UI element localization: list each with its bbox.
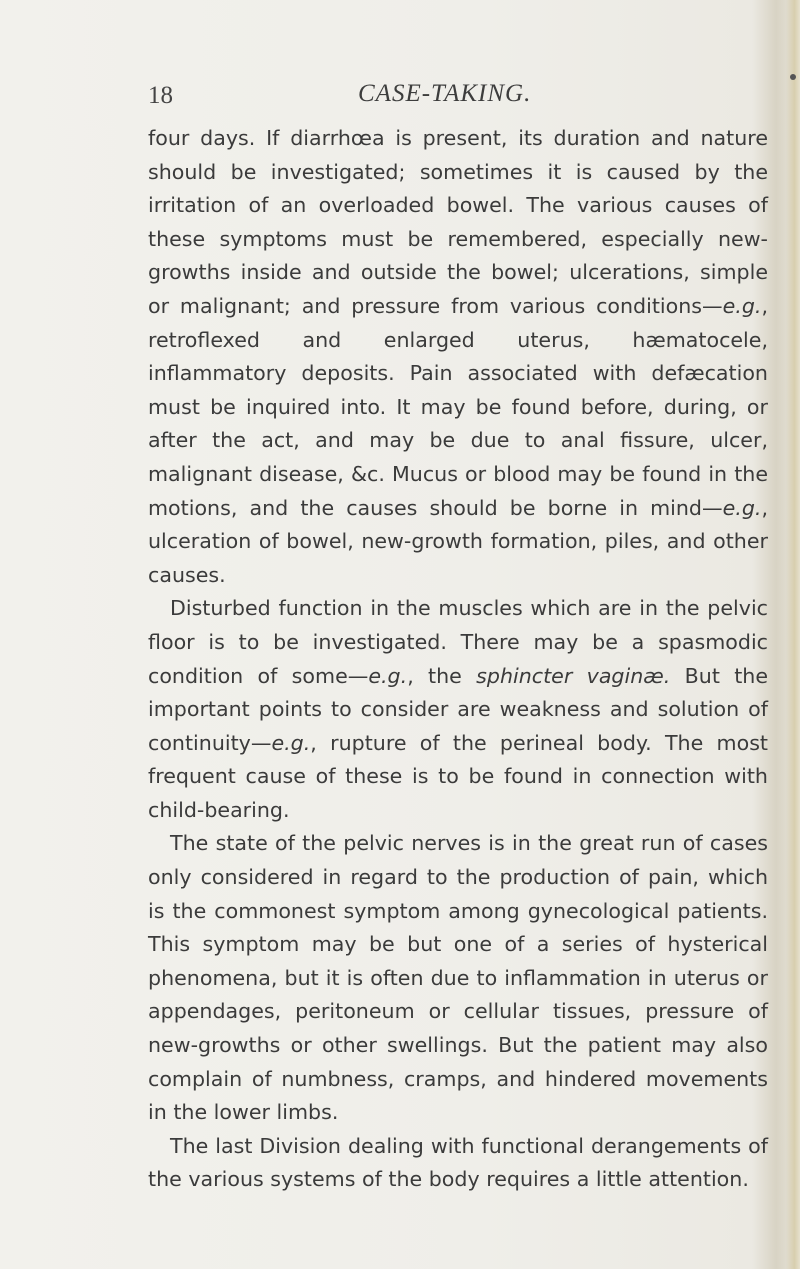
running-title: CASE-TAKING. [358,80,532,107]
text-run: four days. If diarrhœa is present, its duration and nature should be investigated; sometimes it is caused by the irritation of an overloaded bowel. The various causes of these symptoms must be remembered, especially new-growths inside and outside the bowel; ulcerations, simple or malignant; and pressure from various conditions— [148,126,768,318]
text-run: , ulceration of bowel, new-growth formation, piles, and other causes. [148,495,768,587]
paragraph-2 [148,592,768,827]
italic-text: e.g. [722,495,762,520]
text-run: The last Division dealing with functional derangements of the various systems of the body requires a little attention. [148,1133,768,1192]
text-run: , the [407,663,477,688]
text-run: The state of the pelvic nerves is in the great run of cases only considered in regard to the production of pain, which is the commonest symptom among gynecological patients. This symptom may be but one of a series of hysterical phenomena, but it is often due to inflammation in uterus or appendages, peritoneum or cellular tissues, pressure of new-growths or other swellings. But the patient may also complain of numbness, cramps, and hindered movements in the lower limbs. [148,831,768,1125]
paragraph-1 [148,122,768,592]
page-edge [786,0,800,1269]
margin-mark [790,74,796,80]
italic-text: e.g. [722,293,762,318]
page-number: 18 [148,82,173,109]
text-run: Disturbed function in the muscles which are in the pelvic floor is to be investigated. There may be a spasmodic condition of some— [148,596,768,688]
italic-text: e.g. [368,663,408,688]
text-run: But the important points to consider are weakness and solution of continuity— [148,663,768,755]
body-text [148,122,768,1197]
text-run: , retroflexed and enlarged uterus, hæmatocele, inflammatory deposits. Pain associated with defæcation must be inquired into. It may be found before, during, or after the act, and may be due to anal fissure, ulcer, malignant disease, &c. Mucus or blood may be found in the motions, and the causes should be borne in mind— [148,293,768,520]
paragraph-3 [148,827,768,1129]
text-run: , rupture of the perineal body. The most frequent cause of these is to be found in connection with child-bearing. [148,730,768,822]
paragraph-4 [148,1130,768,1197]
italic-text: e.g. [271,730,311,755]
italic-text: sphincter vaginæ. [476,663,671,688]
